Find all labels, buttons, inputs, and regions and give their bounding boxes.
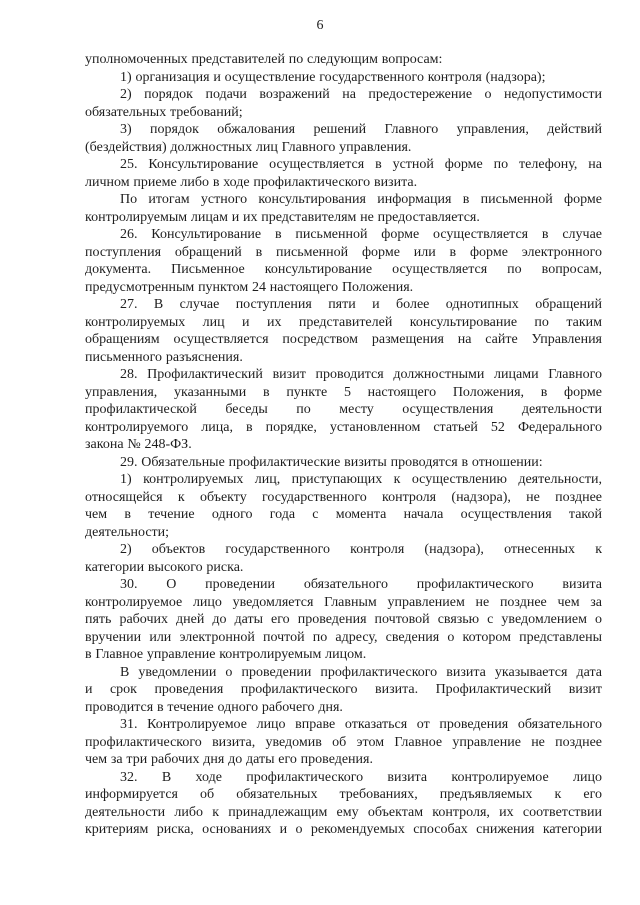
text-line: предусмотренным пунктом 24 настоящего Положения. xyxy=(85,279,414,295)
text-line: контролируемых лиц и их представителей консультирование по таким xyxy=(85,314,602,330)
text-line: в Главное управление контролируемым лицом. xyxy=(85,647,367,662)
text-line: проводится в течение одного рабочего дня. xyxy=(85,699,343,715)
text-line: 1) организация и осуществление государственного контроля (надзора); xyxy=(120,69,546,85)
text-line: управления, указанными в пункте 5 настоящего Положения, в форме xyxy=(85,384,602,400)
text-line: уполномоченных представителей по следующим вопросам: xyxy=(85,52,443,67)
text-line: контролируемым лицам и их представителям не предоставляется. xyxy=(85,209,480,225)
text-line: относящейся к объекту государственного контроля (надзора), не позднее xyxy=(85,489,602,505)
text-line: 25. Консультирование осуществляется в устной форме по телефону, на xyxy=(120,157,602,172)
text-line: 26. Консультирование в письменной форме осуществляется в случае xyxy=(120,227,602,242)
text-line: информируется об обязательных требованиях, предъявляемых к его xyxy=(85,787,602,802)
text-line: 32. В ходе профилактического визита контролируемое лицо xyxy=(120,769,602,785)
text-line: контролируемого лица, в порядке, установленном статьей 52 Федерального xyxy=(85,419,602,435)
text-line: 1) контролируемых лиц, приступающих к осуществлению деятельности, xyxy=(120,472,602,487)
text-line: чем в течение одного года с момента начала осуществления такой xyxy=(85,507,602,522)
text-line: (бездействия) должностных лиц Главного управления. xyxy=(85,139,412,155)
text-line: письменного разъяснения. xyxy=(85,349,243,365)
text-line: В уведомлении о проведении профилактического визита указывается дата xyxy=(120,664,602,680)
text-line: 27. В случае поступления пяти и более однотипных обращений xyxy=(120,297,602,312)
text-line: деятельности; xyxy=(85,524,170,540)
text-line: пять рабочих дней до даты его проведения почтовой связью с уведомлением о xyxy=(85,612,602,627)
text-line: вручении или электронной почтой по адресу, сведения о котором представлены xyxy=(85,629,602,645)
text-line: деятельности либо к принадлежащим ему объектам контроля, их соответствии xyxy=(85,804,602,820)
text-line: обязательных требований; xyxy=(85,104,243,120)
text-line: документа. Письменное консультирование осуществляется по вопросам, xyxy=(85,262,602,277)
text-line: 2) порядок подачи возражений на предостережение о недопустимости xyxy=(120,87,602,102)
text-line: 28. Профилактический визит проводится должностными лицами Главного xyxy=(120,367,602,382)
text-line: 31. Контролируемое лицо вправе отказаться от проведения обязательного xyxy=(120,717,602,732)
page-number: 6 xyxy=(316,18,324,33)
text-line: 2) объектов государственного контроля (надзора), отнесенных к xyxy=(120,542,602,557)
text-line: 3) порядок обжалования решений Главного управления, действий xyxy=(120,122,602,137)
document-body xyxy=(85,51,602,839)
text-line: профилактической беседы по месту осуществления деятельности xyxy=(85,402,602,417)
text-line: 30. О проведении обязательного профилактического визита xyxy=(120,577,602,592)
text-line: обращениям осуществляется посредством размещения на сайте Управления xyxy=(85,332,602,347)
text-line: закона № 248-ФЗ. xyxy=(85,437,192,452)
text-line: поступления обращений в письменной форме или в форме электронного xyxy=(85,244,602,260)
text-line: личном приеме либо в ходе профилактического визита. xyxy=(85,174,418,190)
text-line: По итогам устного консультирования информация в письменной форме xyxy=(120,192,602,207)
text-line: 29. Обязательные профилактические визиты проводятся в отношении: xyxy=(120,454,543,470)
text-line: чем за три рабочих дня до даты его проведения. xyxy=(85,752,373,767)
text-line: профилактического визита, уведомив об этом Главное управление не позднее xyxy=(85,734,602,750)
text-line: критериям риска, основаниях и о рекомендуемых способах снижения категории xyxy=(85,822,602,837)
text-line: и срок проведения профилактического визита. Профилактический визит xyxy=(85,682,602,697)
text-line: категории высокого риска. xyxy=(85,559,244,575)
text-line: контролируемое лицо уведомляется Главным управлением не позднее чем за xyxy=(85,594,602,610)
